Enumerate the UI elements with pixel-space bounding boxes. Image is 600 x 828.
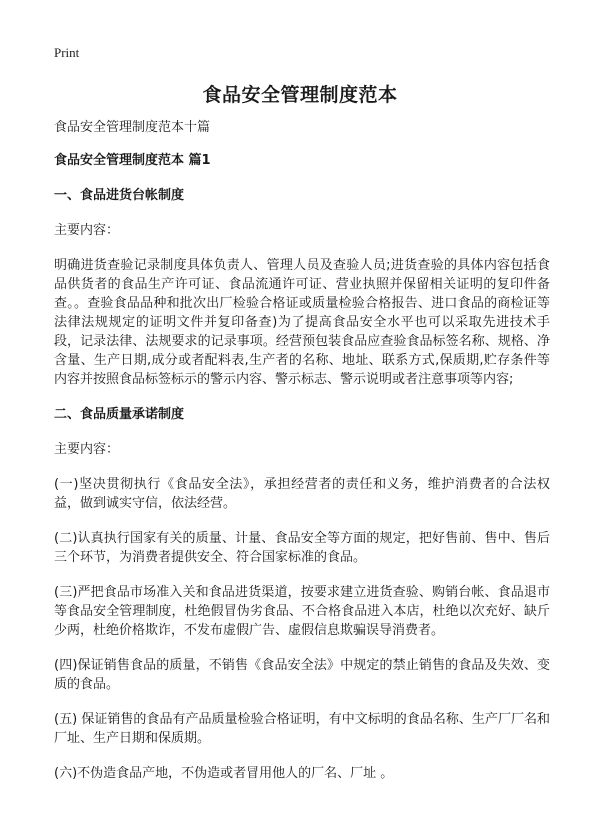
section-2-item-6: (六)不伪造食品产地，不伪造或者冒用他人的厂名、厂址 。	[54, 766, 394, 781]
section-2-item-1: (一)坚决贯彻执行《食品安全法》，承担经营者的责任和义务，维护消费者的合法权益，做到诚实守信，依法经营。	[54, 477, 550, 511]
section-2-label: 主要内容：	[54, 442, 120, 457]
document-subtitle: 食品安全管理制度范本十篇	[54, 120, 211, 135]
document-body	[54, 118, 550, 799]
article-title: 食品安全管理制度范本 篇1	[54, 153, 211, 168]
section-1-paragraph: 明确进货查验记录制度具体负责人、管理人员及查验人员;进货查验的具体内容包括食品供货者的食品生产许可证、食品流通许可证、营业执照并保留相关证明的复印件备查。。查验食品品种和批次出厂检验合格证或质量检验合格报告、进口食品的商检证等法律法规规定的证明文件并复印备查)为了提高食品安全水平也可以采取先进技术手段，记录法律、法规要求的记录事项。经营预包装食品应查验食品标签名称、规格、净含量、生产日期,成分或者配料表,生产者的名称、地址、联系方式,保质期,贮存条件等内容并按照食品标签标示的警示内容、警示标志、警示说明或者注意事项等内容;	[54, 258, 550, 387]
section-2-item-2: (二)认真执行国家有关的质量、计量、食品安全等方面的规定，把好售前、售中、售后三个环节，为消费者提供安全、符合国家标准的食品。	[54, 531, 550, 565]
section-2-item-4: (四)保证销售食品的质量，不销售《食品安全法》中规定的禁止销售的食品及失效、变质的食品。	[54, 658, 550, 692]
document-title: 食品安全管理制度范本	[202, 84, 398, 106]
section-heading-2: 二、食品质量承诺制度	[54, 407, 185, 422]
section-2-item-3: (三)严把食品市场准入关和食品进货渠道，按要求建立进货查验、购销台帐、食品退市等食品安全管理制度，杜绝假冒伪劣食品、不合格食品进入本店，杜绝以次充好、缺斤少两，杜绝价格欺诈，不发布虚假广告、虚假信息欺骗误导消费者。	[54, 585, 550, 638]
section-heading-1: 一、食品进货台帐制度	[54, 188, 185, 203]
section-2-item-5: (五) 保证销售的食品有产品质量检验合格证明，有中文标明的食品名称、生产厂厂名和厂址、生产日期和保质期。	[54, 712, 550, 746]
section-1-label: 主要内容：	[54, 223, 120, 238]
print-label: Print	[54, 45, 80, 60]
